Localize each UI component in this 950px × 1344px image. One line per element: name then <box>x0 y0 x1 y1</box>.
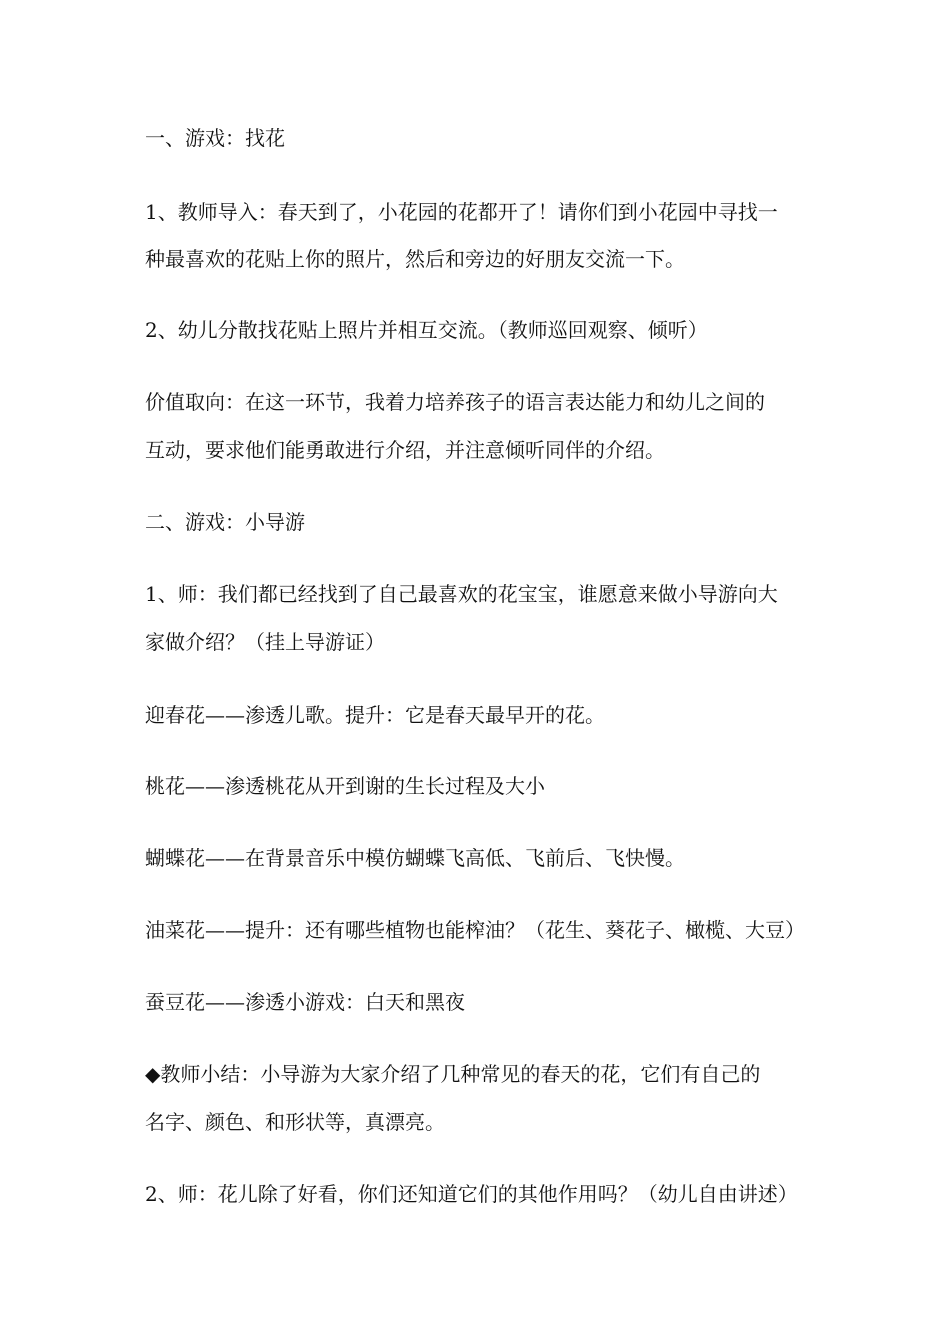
paragraph-line: 蝴蝶花——在背景音乐中模仿蝴蝶飞高低、飞前后、飞快慢。 <box>145 846 685 870</box>
paragraph-line: 油菜花——提升：还有哪些植物也能榨油？（花生、葵花子、橄榄、大豆） <box>145 918 805 942</box>
paragraph-line: 2、师：花儿除了好看，你们还知道它们的其他作用吗？（幼儿自由讲述） <box>145 1182 798 1206</box>
paragraph-line: 2、幼儿分散找花贴上照片并相互交流。（教师巡回观察、倾听） <box>145 318 708 342</box>
paragraph-line: 价值取向：在这一环节，我着力培养孩子的语言表达能力和幼儿之间的 <box>145 390 765 414</box>
paragraph-line: 1、教师导入：春天到了，小花园的花都开了！请你们到小花园中寻找一 <box>145 200 778 224</box>
paragraph-line: 互动，要求他们能勇敢进行介绍，并注意倾听同伴的介绍。 <box>145 438 665 462</box>
paragraph-line: 名字、颜色、和形状等，真漂亮。 <box>145 1110 445 1134</box>
paragraph-line: 种最喜欢的花贴上你的照片，然后和旁边的好朋友交流一下。 <box>145 247 685 271</box>
paragraph-line: 桃花——渗透桃花从开到谢的生长过程及大小 <box>145 774 545 798</box>
paragraph-line: 1、师：我们都已经找到了自己最喜欢的花宝宝，谁愿意来做小导游向大 <box>145 582 778 606</box>
paragraph-line: 迎春花——渗透儿歌。提升：它是春天最早开的花。 <box>145 703 605 727</box>
heading-game-little-guide: 二、游戏：小导游 <box>145 510 305 534</box>
paragraph-line: 家做介绍？（挂上导游证） <box>145 630 385 654</box>
paragraph-line: ◆教师小结：小导游为大家介绍了几种常见的春天的花，它们有自己的 <box>145 1062 761 1086</box>
paragraph-line: 蚕豆花——渗透小游戏：白天和黑夜 <box>145 990 465 1014</box>
heading-game-find-flowers: 一、游戏：找花 <box>145 126 285 150</box>
